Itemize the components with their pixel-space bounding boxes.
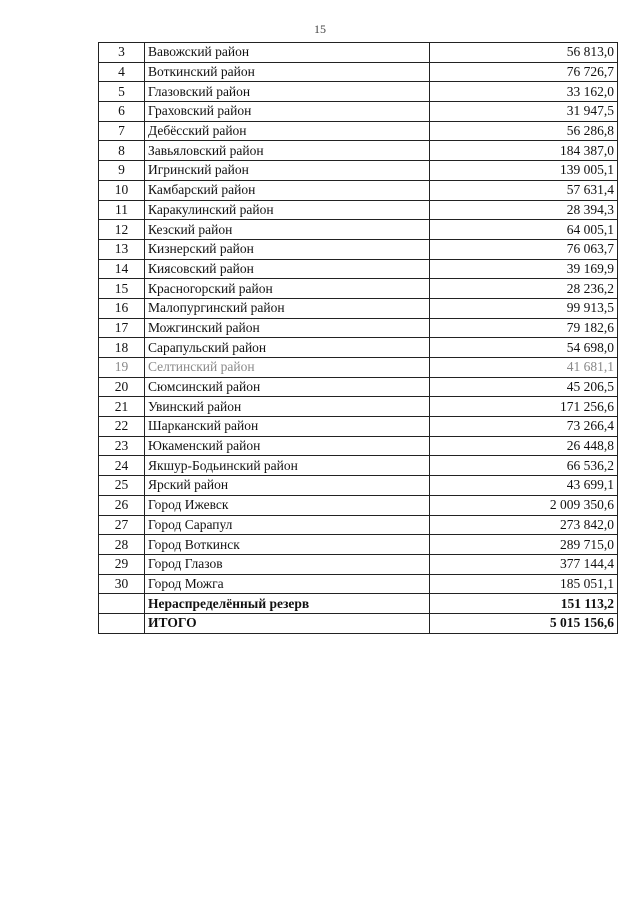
amount-cell: 56 813,0 (430, 43, 618, 63)
amount-cell: 26 448,8 (430, 436, 618, 456)
region-name-cell: Ярский район (145, 476, 430, 496)
region-name-cell: Юкаменский район (145, 436, 430, 456)
region-name-cell: Киясовский район (145, 259, 430, 279)
amount-cell: 73 266,4 (430, 417, 618, 437)
row-number-cell: 24 (99, 456, 145, 476)
amount-cell: 43 699,1 (430, 476, 618, 496)
table-row (99, 82, 618, 102)
region-name-cell: ИТОГО (145, 613, 430, 633)
table-row (99, 495, 618, 515)
region-name-cell: Игринский район (145, 161, 430, 181)
table-row (99, 239, 618, 259)
row-number-cell: 3 (99, 43, 145, 63)
amount-cell: 76 726,7 (430, 62, 618, 82)
region-name-cell: Якшур-Бодьинский район (145, 456, 430, 476)
amount-cell: 139 005,1 (430, 161, 618, 181)
row-number-cell: 10 (99, 180, 145, 200)
amount-cell: 99 913,5 (430, 298, 618, 318)
region-name-cell: Город Воткинск (145, 535, 430, 555)
region-name-cell: Шарканский район (145, 417, 430, 437)
amount-cell: 64 005,1 (430, 220, 618, 240)
table-row (99, 200, 618, 220)
region-name-cell: Граховский район (145, 102, 430, 122)
table-row (99, 161, 618, 181)
row-number-cell: 15 (99, 279, 145, 299)
region-name-cell: Город Сарапул (145, 515, 430, 535)
amount-cell: 33 162,0 (430, 82, 618, 102)
region-name-cell: Кезский район (145, 220, 430, 240)
region-name-cell: Каракулинский район (145, 200, 430, 220)
table-row (99, 417, 618, 437)
amount-cell: 56 286,8 (430, 121, 618, 141)
row-number-cell: 19 (99, 358, 145, 378)
amount-cell: 151 113,2 (430, 594, 618, 614)
amount-cell: 66 536,2 (430, 456, 618, 476)
row-number-cell: 7 (99, 121, 145, 141)
row-number-cell: 29 (99, 554, 145, 574)
table-row (99, 220, 618, 240)
table-row (99, 574, 618, 594)
row-number-cell: 21 (99, 397, 145, 417)
row-number-cell: 9 (99, 161, 145, 181)
table-row (99, 554, 618, 574)
table-row (99, 436, 618, 456)
row-number-cell: 27 (99, 515, 145, 535)
region-name-cell: Сарапульский район (145, 338, 430, 358)
amount-cell: 377 144,4 (430, 554, 618, 574)
region-name-cell: Глазовский район (145, 82, 430, 102)
row-number-cell: 11 (99, 200, 145, 220)
table-row (99, 298, 618, 318)
row-number-cell: 28 (99, 535, 145, 555)
amount-cell: 76 063,7 (430, 239, 618, 259)
row-number-cell: 12 (99, 220, 145, 240)
table-row (99, 397, 618, 417)
row-number-cell: 17 (99, 318, 145, 338)
table-body (99, 43, 618, 634)
row-number-cell: 25 (99, 476, 145, 496)
region-name-cell: Селтинский район (145, 358, 430, 378)
amount-cell: 185 051,1 (430, 574, 618, 594)
row-number-cell (99, 594, 145, 614)
table-row (99, 338, 618, 358)
region-name-cell: Можгинский район (145, 318, 430, 338)
row-number-cell: 13 (99, 239, 145, 259)
row-number-cell (99, 613, 145, 633)
amount-cell: 41 681,1 (430, 358, 618, 378)
amount-cell: 39 169,9 (430, 259, 618, 279)
table-row (99, 62, 618, 82)
table-row (99, 318, 618, 338)
row-number-cell: 26 (99, 495, 145, 515)
table-row (99, 180, 618, 200)
amount-cell: 79 182,6 (430, 318, 618, 338)
region-name-cell: Сюмсинский район (145, 377, 430, 397)
amount-cell: 54 698,0 (430, 338, 618, 358)
row-number-cell: 14 (99, 259, 145, 279)
table-row (99, 259, 618, 279)
region-name-cell: Нераспределённый резерв (145, 594, 430, 614)
table-row (99, 358, 618, 378)
region-name-cell: Кизнерский район (145, 239, 430, 259)
amount-cell: 273 842,0 (430, 515, 618, 535)
table-row (99, 515, 618, 535)
amount-cell: 31 947,5 (430, 102, 618, 122)
region-name-cell: Малопургинский район (145, 298, 430, 318)
table-row (99, 121, 618, 141)
region-name-cell: Красногорский район (145, 279, 430, 299)
total-row (99, 613, 618, 633)
row-number-cell: 30 (99, 574, 145, 594)
table-row (99, 535, 618, 555)
reserve-row (99, 594, 618, 614)
table-row (99, 476, 618, 496)
region-name-cell: Дебёсский район (145, 121, 430, 141)
amount-cell: 28 394,3 (430, 200, 618, 220)
amount-cell: 57 631,4 (430, 180, 618, 200)
page-number: 15 (314, 22, 326, 36)
region-name-cell: Завьяловский район (145, 141, 430, 161)
amount-cell: 171 256,6 (430, 397, 618, 417)
table-row (99, 279, 618, 299)
region-name-cell: Город Глазов (145, 554, 430, 574)
amount-cell: 5 015 156,6 (430, 613, 618, 633)
table-row (99, 43, 618, 63)
region-name-cell: Вавожский район (145, 43, 430, 63)
row-number-cell: 5 (99, 82, 145, 102)
row-number-cell: 16 (99, 298, 145, 318)
region-name-cell: Воткинский район (145, 62, 430, 82)
table-row (99, 456, 618, 476)
region-name-cell: Город Ижевск (145, 495, 430, 515)
row-number-cell: 22 (99, 417, 145, 437)
table-row (99, 141, 618, 161)
row-number-cell: 6 (99, 102, 145, 122)
amount-cell: 2 009 350,6 (430, 495, 618, 515)
row-number-cell: 23 (99, 436, 145, 456)
table-row (99, 102, 618, 122)
region-name-cell: Город Можга (145, 574, 430, 594)
row-number-cell: 20 (99, 377, 145, 397)
row-number-cell: 4 (99, 62, 145, 82)
row-number-cell: 18 (99, 338, 145, 358)
region-name-cell: Увинский район (145, 397, 430, 417)
amount-cell: 28 236,2 (430, 279, 618, 299)
table-row (99, 377, 618, 397)
amount-cell: 289 715,0 (430, 535, 618, 555)
region-name-cell: Камбарский район (145, 180, 430, 200)
distribution-table (98, 42, 618, 634)
amount-cell: 184 387,0 (430, 141, 618, 161)
row-number-cell: 8 (99, 141, 145, 161)
amount-cell: 45 206,5 (430, 377, 618, 397)
